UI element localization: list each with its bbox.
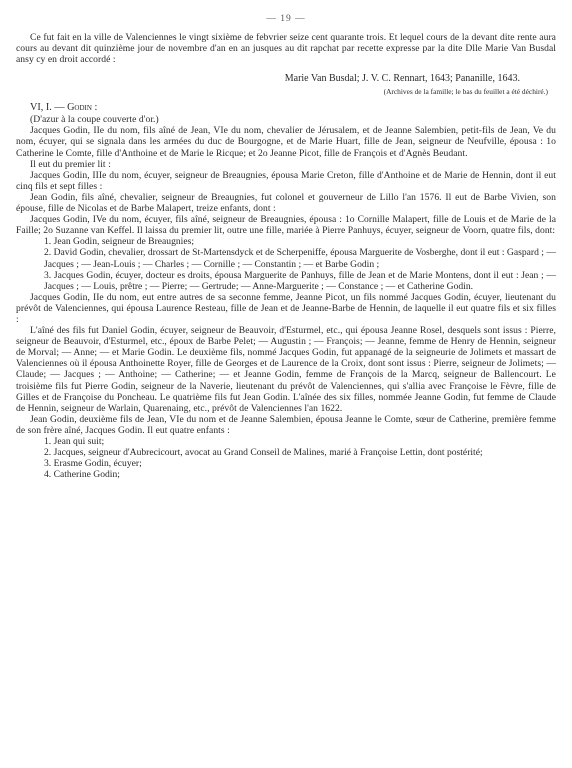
heading-prefix: VI, I. — <box>30 102 68 114</box>
paragraph-jacques-iii: Jacques Godin, IIIe du nom, écuyer, seigneur de Breaugnies, épousa Marie Creton, fille d'Anthoine et de Marie de Hennin, dont il eut cinq fils et sept filles : <box>16 169 556 192</box>
arms-description: (D'azur à la coupe couverte d'or.) <box>30 114 159 126</box>
signatures: Marie Van Busdal; J. V. C. Rennart, 1643; Pananille, 1643. <box>284 73 520 85</box>
list-item: 2. Jacques, seigneur d'Aubrecicourt, avocat au Grand Conseil de Malines, marié à Françoise Lettin, dont postérité; <box>44 447 483 459</box>
list-item: 1. Jean Godin, seigneur de Breaugnies; <box>44 236 194 248</box>
list-item: 2. David Godin, chevalier, drossart de St-Martensdyck et de Scherpeniffe, épousa Marguerite de Vosberghe, dont il eut : Gaspard ; — Jacques ; — Jean-Louis ; — Charles ; — Cornille ; — Constantin ; — et Barbe Godin ; <box>44 247 556 270</box>
heading-suffix: : <box>91 102 98 114</box>
heading-name: Godin <box>67 102 92 114</box>
paragraph-deed: Ce fut fait en la ville de Valenciennes le vingt sixième de febvrier seize cent quarante trois. Et lequel cours de la devant dite rente aura cours au devant dit quinzième jour de novembre d'an en an jusques au dit rapchat par recette expresse par la dite Dlle Marie Van Busdal ansy cy en droit accordé : <box>16 32 556 66</box>
paragraph-second-wife: Jacques Godin, IIe du nom, eut entre autres de sa seconne femme, Jeanne Picot, un fils nommé Jacques Godin, écuyer, lieutenant du prévôt de Valenciennes, qui épousa Laurence Resteau, fille de Jean et de Jeanne-Barbe de Hennin, de laquelle il eut quatre fils et six filles : <box>16 291 556 325</box>
paragraph-jacques-iv: Jacques Godin, IVe du nom, écuyer, fils aîné, seigneur de Breaugnies, épousa : 1o Cornille Malapert, fille de Louis et de Marie de la Faille; 2o Suzanne van Keffel. Il laissa du premier lit, outre une fille, mariée à Pierre Panhuys, écuyer, seigneur de Voorn, quatre fils, dont: <box>16 214 556 237</box>
list-item: 3. Jacques Godin, écuyer, docteur es droits, épousa Marguerite de Panhuys, fille de Jean et de Marie Montens, dont il eut : Jean ; — Jacques ; — Louis, prêtre ; — Pierre; — Gertrude; — Anne-Marguerite ; — Constance ; — et Catherine Godin. <box>44 269 556 292</box>
paragraph-jean: Jean Godin, fils aîné, chevalier, seigneur de Breaugnies, fut colonel et gouverneur de Lillo l'an 1576. Il eut de Barbe Vivien, son épouse, fille de Nicolas et de Barbe Malapert, treize enfants, dont : <box>16 191 556 215</box>
paragraph-jacques-ii: Jacques Godin, IIe du nom, fils aîné de Jean, VIe du nom, chevalier de Jérusalem, et de Jeanne Salembien, petit-fils de Jean, Ve du nom, écuyer, qui se signala dans les armées du duc de Bourgogne, et de Marie Huart, fille de Jean, seigneur de Neufville, épousa : 1o Catherine le Comte, fille d'Anthoine et de Marie le Ricque; et 2o Jeanne Picot, fille de François et d'Agnès Beudant. <box>16 125 556 159</box>
paragraph-sons: L'aîné des fils fut Daniel Godin, écuyer, seigneur de Beauvoir, d'Esturmel, etc., qui épousa Jeanne Rosel, desquels sont issus : Pierre, seigneur de Beauvoir, d'Esturmel, etc., époux de Barbe Pelet; — Augustin ; — François; — Jeanne, femme de Henry de Hennin, seigneur de Morval; — Anne; — et Marie Godin. Le deuxième fils, nommé Jacques Godin, fut appanagé de la seigneurie de Jolimets et massart de Valenciennes où il épousa Anthoinette Royer, fille de Georges et de Laurence de la Croix, dont sont issus : Pierre, seigneur de Jolimets; — Claude; — Jacques ; — Anthoine; — Catherine; — et Jeanne Godin, femme de François de la Marcq, seigneur de Ballencourt. Le troisième fils fut Pierre Godin, seigneur de la Naverie, lieutenant du prévôt de Valenciennes, qui s'allia avec Françoise le Fèvre, fille de Gilles et de Françoise du Poncheau. Le quatrième fils fut Jean Godin. L'aînée des six filles, nommée Jeanne Godin, fut femme de Claude de Hennin, seigneur de Warlain, Quarenaing, etc., prévôt de Valenciennes l'an 1622. <box>16 325 556 414</box>
list-item: 3. Erasme Godin, écuyer; <box>44 458 142 470</box>
section-heading <box>30 102 556 114</box>
list-item: 1. Jean qui suit; <box>44 436 105 447</box>
page-number: — 19 — <box>266 14 306 24</box>
paragraph-jean-second-son: Jean Godin, deuxième fils de Jean, VIe du nom et de Jeanne Salembien, épousa Jeanne le Comte, sœur de Catherine, première femme de son frère aîné, Jacques Godin. Il eut quatre enfants : <box>16 413 556 436</box>
paragraph-first-bed: Il eut du premier lit : <box>30 158 111 170</box>
list-item: 4. Catherine Godin; <box>44 469 120 481</box>
source-note: (Archives de la famille; le bas du feuillet a été déchiré.) <box>383 87 548 97</box>
